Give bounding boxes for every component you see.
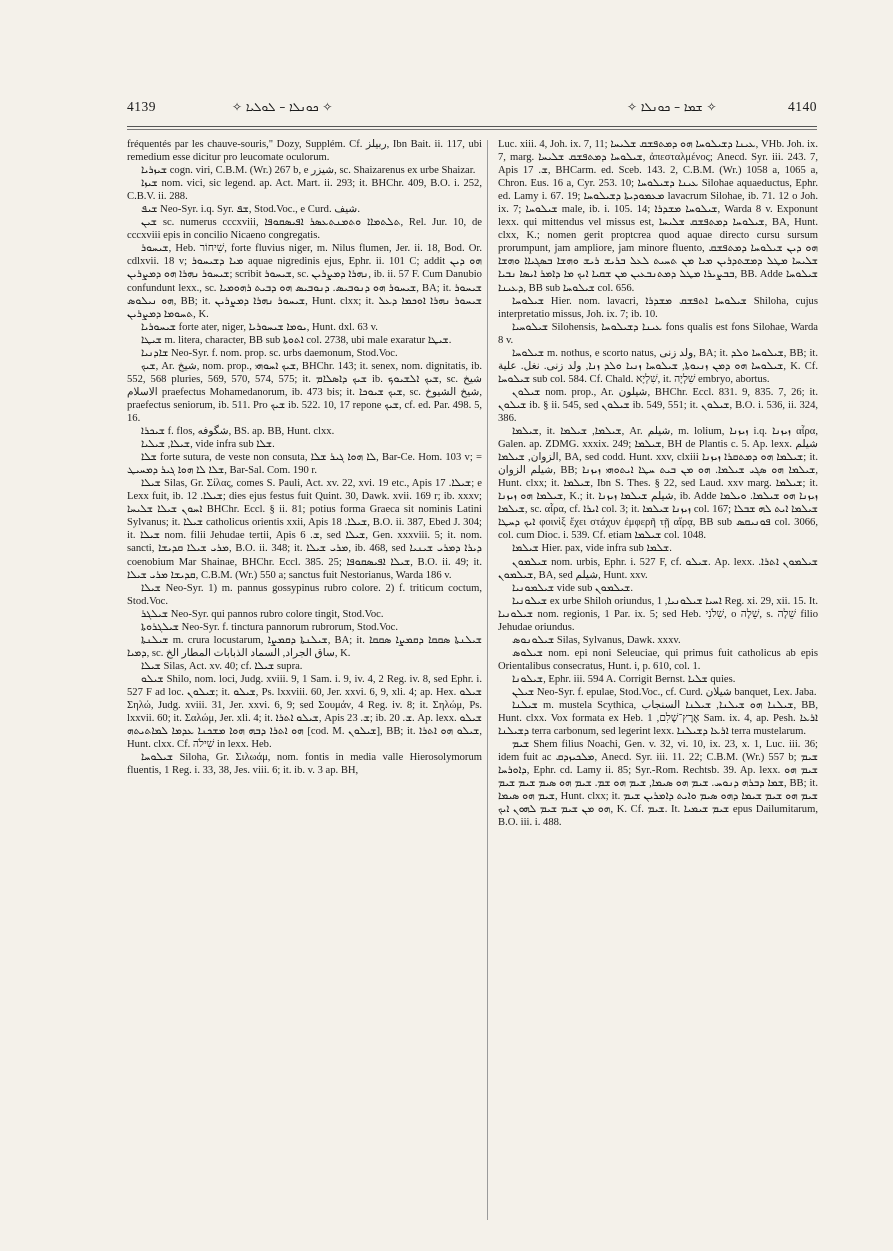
dictionary-entry: ܫܝܙܪܝܐ cogn. viri, C.B.M. (Wr.) 267 b, e شيزر, sc. Shaizarenus ex urbe Shaizar.	[141, 165, 476, 177]
dictionary-entry: ܫܝܟܪܐ f. flos, شگوفه, BS. ap. BB, Hunt. clxx.	[141, 426, 335, 438]
dictionary-entry: ܫܝܚܘܪܝܐ forte ater, niger, ܝܘܡܐ ܫܝܚܘܪܝܐ, Hunt. dxl. 63 v.	[141, 321, 378, 333]
right-page-number: 4140	[788, 99, 817, 114]
left-running-title: ✧ ܟܘܢܠܐ – ܠܘܠܝܐ ✧	[232, 100, 333, 114]
dictionary-entry: ܫܝܠܐ Silas, Act. xv. 40; cf. ܫܝܠܐ supra.	[141, 660, 303, 672]
dictionary-entry: ܫܠܐ forte sutura, de veste non consuta, ܠܐ ܗܘܐ ܓܝܪ ܫܠܐ, Bar-Ce. Hom. 103 v; = ܫܠܐ ܠܐ ܗܘܐ ܓܝܪ ܕܡܚܝܛ, Bar-Sal. Com. 190 r.	[127, 452, 482, 477]
dictionary-entry: ܫܝܠܡܐ, it. ܫܝܠܡܐ, ܫܝܠܡܐ, Ar. شيلم, m. lolium, ܙܝܙܢܐ i.q. ܙܝܙܢܐ αἶρα, Galen. ap. ZDMG. xxxix. 249; ܫܝܠܡܐ, BH de Plantis c. 5. Ap. lexx. شيلم الزوان, ܫܝܠܡܐ, BA, sed codd. Hunt. xxv, clxiii ܫܝܠܡܐ ܗܘ ܕܡܬܩܪܐ ܙܝܙܢܐ; it. شيلم الزوان, BB; ܫܝܠܡܐ ܗܘ ܣܓܝ ܫܝܠܡܐ. ܗܘ ܡܢ ܒܝܬ ܚܛܐ ܐܝܬܘܗܝ ܙܝܙܢܐ, Hunt. clxx; it. ܫܝܠܡܐ, Ibn S. Thes. § 22, sed Laud. xxv marg. ܫܝܠܡܐ; it. ܫܝܠܡܐ ܗܘ ܙܝܙܢܐ, K.; it. شيلم ܫܝܠܡܐ ܙܝܙܢܐ, ib. Adde ܙܝܙܢܐ ܗܘ ܫܝܠܡܐ. ܘܝܠܡܐ ܫܝܠܡܐ, sc. αἶρα, cf. ܐܝܪܐ col. 3; it. ܙܝܙܢܐ ܫܝܠܡܐ col. 167; ܫܝܠܡܐ ܐܝܬ ܠܗ ܫܒܠܐ ܐܝܟ ܕܚܛܐ φοινὶξ ἔχει στάχυν ἐμφερῆ τῇ αἴρᾳ, BB sub ܦܘܢܝܩܣ col. 3066, col. cum Dioc. i. 539. Cf. etiam ܫܝܠܡܐ col. 1048.	[498, 426, 818, 542]
dictionary-entry: ܫܝܠܐ, ܫܝܠܝܐ, vide infra sub ܫܠܐ.	[141, 439, 275, 451]
right-running-title: ✧ ܫܡܐ – ܟܘܢܠܐ ✧	[627, 100, 717, 114]
header-rule	[127, 126, 817, 127]
dictionary-entry: ܫܝܛܐ m. litera, character, BB sub ܐܬܘܬܐ col. 2738, ubi male exaratur ܫܝܛܐ.	[141, 334, 452, 346]
dictionary-entry: ܫܝܙܐ nom. vici, sic legend. ap. Act. Mart. ii. 293; it. BHChr. 409, B.O. i. 252, C.B.V. ii. 288.	[127, 178, 482, 203]
dictionary-entry: ܫܝܠܘܢ nom. prop., Ar. شيلون, BHChr. Eccl. 831. 9, 835. 7, 26; it. ܫܝܠܘܢ ib. § ii. 545, sed ܫܝܠܘܢ ib. 549, 551; it. ܫܝܠܘܢ, B.O. i. 536, ii. 324, 386.	[498, 386, 818, 424]
dictionary-entry: ܫܝܠܢܬܐ m. crura locustarum, ܫܝܠܢܬܐ ܕܩܡܨܐ, BA; it. ܫܝܠܢܬܐ ܣܩܩܐ ܕܩܡܨܐ ܣܩܩܐ ܕܡܝܐ, sc. ساق الجراد, السماد الذبابات المطار الخ, K.	[127, 634, 482, 659]
dictionary-entry: ܫܝܠܘܚܐ m. nothus, e scorto natus, ولد زنى, BA; it. ܫܝܠܘܚܐ ܘܠܕ, BB; it. ܫܝܠܘܚܐ ܗܘ ܕܡܢ ܙܢܝܘܬܐ, ܫܝܠܘܚܐ ܙܢܝܐ ܘܠܕ ܙܢܐ, ولد زنى. نغل. علية, K. Cf. ܫܝܠܘܚܐ sub col. 584. Cf. Chald. שִׁלְיָא, it. שִׁלְיָה embryo, abortus.	[498, 347, 818, 385]
column-divider	[487, 140, 488, 1220]
right-header	[497, 96, 817, 118]
dictionary-entry: ܫܝܠܢ Neo-Syr. f. epulae, Stod.Voc., cf. Curd. شيلان banquet, Lex. Jaba.	[512, 686, 817, 698]
dictionary-entry: ܫܝܠܘܢܐ, Ephr. iii. 594 A. Corrigit Bernst. ܫܠܝܐ quies.	[512, 673, 736, 685]
dictionary-entry: ܫܝܦ Neo-Syr. i.q. Syr. ܫܦ, Stod.Voc., e Curd. شيف.	[141, 204, 360, 216]
header-rule-secondary	[127, 129, 817, 130]
dictionary-entry: Luc. xiii. 4, Joh. ix. 7, 11; ܥܝܢܐ ܕܫܝܠܘܚܐ ܗܘ ܕܡܬܦܫܩ ܫܠܝܚܐ, VHb. Joh. ix. 7, marg. ܫܝܠܘܚܐ ܕܡܬܦܫܩ ܫܠܝܚܐ, ἀπεσταλμένος; Anecd. Syr. iii. 243. 7, Apis ܫ. 17, BHCarm. ed. Sceb. 143. 2, C.B.M. (Wr.) 1058 a, 1065 a, Chron. Eus. 16 a, Cyr. 253. 10; ܥܝܢܐ ܕܫܝܠܘܚܐ Silohae aquaeductus, Ephr. ed. Lamy i. 67. 19; ܡܥܡܘܕܝܬܐ ܕܫܝܠܘܚܐ lavacrum Silohae, ib. 71. 12 o Joh. ix. 7; ܫܝܠܘܚܐ male, ib. i. 105. 14; ܫܝܠܘܚܐ ܡܫܕܪܐ, Warda 8 v. Exponunt lexx. qui mittendus vel missus est, ܫܝܠܘܚܐ ܕܡܬܦܫܩ ܫܠܝܚܐ, BA, Hunt. clxx, K.; nomen gerit proptcrea quod aquae directo cursu sursum prorumpunt, jam ampliore, jam minore fluento, ܗܘ ܕܝܢ ܫܝܠܘܚܐ ܕܡܬܦܫܩ ܫܠܝܚܐ ܡܛܠ ܕܡܫܬܕܪܝܢ ܡܝܐ ܡܢ ܬܚܝܬ ܠܥܠ ܒܪܝܫ ܪܝܫ ܘܗܫܐ ܒܣܓܝܐܐ ܘܗܫܐ ܒܒܨܝܪܐ ܡܛܠ ܕܡܬܢܒܥܝܢ ܡܢ ܫܩܝܐ ܐܝܟ ܡܐ ܕܐܡܪ ܐܝܣܐ ܢܒܝܐ, BB. Adde ܫܝܠܘܚܐ ܕܥܝܢܐ, BB sub ܫܝܠܘܚܐ col. 656.	[498, 139, 818, 294]
dictionary-entry: ܫܝܟ, Ar. شيخ, nom. prop., ܫܝܟ ܐܚܘܗܝ, BHChr. 143; it. senex, nom. dignitatis, ib. 552, 568 pluries, 569, 570, 574, 575; it. ܫܝܟ ܕܐܣܠܐܡ ib. ܫܝܟ ܐܠܫܝܘܟ, sc. شيخ الاسلام praefectus Mohamedanorum, ib. 473 bis; it. ܫܝܟ ܫܝܘܟܐ, sc. شيخ الشيوخ, praefectus seniorum, ib. 511. Pro ܫܝܟ ib. 522. 10, 17 repone ܫܝܟ, cf. ed. Par. 498. 5, 16.	[127, 360, 482, 424]
dictionary-entry: ܫܝܢ sc. numerus cccxviii, ܬܠܬܡܐܐ ܘܬܡܢܬܥܣܪ ܐܦܝܣܩܘܦܐ, Rel. Jur. 10, de cccxviii epis in concilio Nicaeno congregatis.	[127, 217, 482, 242]
dictionary-entry: ܫܝܠܐ Silas, Gr. Σίλας, comes S. Pauli, Act. xv. 22, xvi. 19 etc., Apis ܫܝܠܐ. 17; e Lexx fuit, ib. ܫܝܠܐ. 12; dies ejus festus fuit Quint. 30, Dawk. xvii. 169 r; ib. xxxv; ܐܚܘܢ ܫܝܠܐ ܫܠܝܚܐ BHChr. Eccl. § ii. 81; potius forma Graeca sit nominis Latini Sylvanus; it. ܫܝܠܐ catholicus orientis xxii, Apis ܫܝܠܐ. 18, B.O. ii. 387, Ebed J. 304; it. ܫܝܠܐ nom. filii Jehudae tertii, Apis ܫ. 6, sed ܫܝܠܐ, Gen. xxxviii. 5; it. nom. sancti, ܡܪܝ ܫܝܠܐ ܩܕܝܫܐ, B.O. ii. 348; it. ܡܪܝ ܫܝܠܐ, ib. 468, sed ܕܝܪܐ ܕܡܪܝ ܫܝܢܝܐ coenobium Mar Shainae, BHChr. Eccl. 385. 25; ܫܝܠܐ ܐܦܝܣܩܘܦܐ, B.O. ii. 49; it. ܩܕܝܫܐ ܡܪܝ ܫܝܠܐ, C.B.M. (Wr.) 550 a; sanctus fuit Nestorianus, Warda 186 v.	[127, 478, 482, 581]
dictionary-entry: ܫܝܠܘܚܐ Hier. nom. lavacri, ܫܝܠܘܚܐ ܐܬܦܫܩ ܡܫܕܪܐ Shiloha, cujus interpretatio missus, Joh. ix. 7; ib. 10.	[498, 295, 818, 320]
dictionary-entry: ܫܝܠܢܐ m. mustela Scythica, ܫܝܠܢܐ ܗܘ ܫܝܠܢܐ, ܫܝܠܢܐ السنجاب, BB, Hunt. clxx. Vox formata ex Heb. אֶרֶץ־שָׁלִם, 1 Sam. ix. 4, ap. Pesh. ܐܪܥܐ ܕܫܝܠܢܐ terra carbonum, sed legerint lexx. ܐܪܥܐ ܕܫܝܠܢܐ terra mustelarum.	[498, 700, 818, 738]
dictionary-entry: ܫܝܠܘܣ nom. epi noni Seleuciae, qui primus fuit catholicus ab epis Orientalibus consecratus, Hunt. i, p. 610, col. 1.	[498, 647, 818, 672]
dictionary-entry: ܫܝܠܓܪ Neo-Syr. qui pannos rubro colore tingit, Stod.Voc.	[141, 608, 384, 620]
left-page-number: 4139	[127, 99, 156, 114]
dictionary-entry: ܫܝܠܡܐ Hier. pax, vide infra sub ܫܠܡܐ.	[512, 543, 672, 555]
right-column	[498, 138, 818, 1223]
dictionary-entry: ܫܝܚܘܪ, Heb. שִׁיחוֹר, forte fluvius niger, m. Nilus flumen, Jer. ii. 18, Bod. Or. cdlxvii. 18 v; ܡܝܐ ܕܫܝܚܘܪ aquae nigredinis ejus, Ephr. ii. 101 C; addit ܗܘ ܕܝܢ ܫܝܚܘܪ ܢܗܪܐ ܗܘ ܕܡܨܪܝܢ; scribit ܫܝܚܘܪ, sc. ܢܗܪܐ ܕܡܨܪܝܢ, ib. ii. 57 F. Cum Danubio confundunt lexx., sc. ܫܝܚܘܪ ܗܘ ܕܢܘܒܝܣ. ܕܢܘܒܝܣ ܗܘ ܕܒܝܬ ܪܗܘܡܝܐ, BA; it. ܫܝܚܘܪ ܗܘ ܢܝܠܘܣ, BB; it. ܫܝܚܘܪ ܢܗܪܐ ܕܡܨܪܝܢ, Hunt. clxx; it. ܫܝܚܘܪ ܢܗܪܐ ܐܘܟܡܐ ܕܥܠ ܬܚܘܡܐ ܕܡܨܪܝܢ, K.	[127, 243, 482, 320]
dictionary-entry: ܫܝܠܓܪܘܬܐ Neo-Syr. f. tinctura pannorum rubrorum, Stod.Voc.	[141, 621, 399, 633]
dictionary-entry: ܫܝܠܐ Neo-Syr. 1) m. pannus gossypinus rubro colore. 2) f. triticum coctum, Stod.Voc.	[127, 582, 482, 607]
dictionary-entry: fréquentés par les chauve-souris," Dozy, Supplém. Cf. ربيلز, Ibn Bait. ii. 117, ubi remedium esse dicitur pro leucomate oculorum.	[127, 139, 482, 164]
left-column	[127, 138, 482, 1223]
dictionary-entry: ܫܝܠܘܢܝܐ ex urbe Shiloh oriundus, ܐܚܝܐ ܫܝܠܘܢܝܐ, 1 Reg. xi. 29, xii. 15. It. ܫܝܠܘܢܝܐ nom. regionis, 1 Par. ix. 5; sed Heb. שִׁלֹנִי, o שֵׁלָה, s. שֵׁלָה filio Jehudae oriundus.	[498, 595, 818, 633]
dictionary-entry: ܫܝܠܡܘܢܝܐ vide sub ܫܝܠܡܘܢ.	[512, 582, 634, 594]
dictionary-entry: ܫܝܠܘܢܘܣ Silas, Sylvanus, Dawk. xxxv.	[512, 634, 681, 646]
dictionary-entry: ܫܝܡ Shem filius Noachi, Gen. v. 32, vi. 10, ix. 23, x. 1, Luc. iii. 36; idem fuit ac ܡܠܟܝܙܕܩ, Anecd. Syr. iii. 11. 22; C.B.M. (Wr.) 557 b; ܫܝܡ ܕܐܘܪܚܐ, Ephr. cd. Lamy ii. 85; Syr.-Rom. Rechtsb. 39. Ap. lexx. ܫܝܡ ܗܘ ܫܡܐ ܕܒܪܗ ܕܢܘܚ. ܫܝܡ ܗܘ ܣܝܡܐ, ܫܝܡ ܗܘ ܫܡ. ܫܝܡ ܗܘ ܣܝܡ ܫܝܡ ܫܝܡ, BB; it. ܫܝܡ ܗܘ ܣܝܡܐ, Hunt. clxx; it. ܫܝܡ ܗܘ ܫܝܡ ܫܝܡܐ ܕܗܘ ܣܝܡ ܘܐܝܬ ܕܐܡܪܝܢ ܫܝܡ ܗܘ ܡܢ ܫܝܡ ܫܝܡ ܠܗܘܢ ܐܝܟ, K. Cf. ܫܝܡ. It. ܫܝܡ ܫܝܡܝܐ epus Dailumitarum, B.O. iii. i. 488.	[498, 739, 818, 829]
dictionary-entry: ܫܐܕܢܝܐ Neo-Syr. f. nom. prop. sc. urbs daemonum, Stod.Voc.	[141, 347, 398, 359]
left-header	[127, 96, 497, 118]
dictionary-entry: ܫܝܠܘܚܐ Siloha, Gr. Σιλωάμ, nom. fontis in media valle Hierosolymorum fluentis, 1 Reg. i. 33, 38, Jes. viii. 6; it. ib. v. 3 ap. BH,	[127, 752, 482, 777]
dictionary-entry: ܫܝܠܘܚܝܐ Silohensis, ܥܝܢܐ ܕܫܝܠܘܚܐ fons qualis est fons Silohae, Warda 8 v.	[498, 321, 818, 346]
dictionary-entry: ܫܝܠܡܘܢ nom. urbis, Ephr. i. 527 F, cf. ܫܝܠܘ. Ap. lexx. ܫܝܠܡܘܢ ܐܬܪܐ. ܫܝܠܡܘܢ, BA, sed شيلم, Hunt. xxv.	[498, 556, 818, 581]
dictionary-entry: ܫܝܠܘ Shilo, nom. loci, Judg. xviii. 9, 1 Sam. i. 9, iv. 4, 2 Reg. iv. 8, sed Ephr. i. 527 F ad loc. ܫܝܠܘܢ; it. ܫܝܠܘ, Ps. lxxviii. 60, Jer. xxvi. 6, 9, xli. 4; ap. Hex. ܫܝܠܘ Σηλώ, Judg. xviii. 31, Jer. xxvi. 6, 9; sed Σουμάν, 4 Reg. iv. 8; it. Σηλώμ, Ps. lxxvii. 60; it. Σαλώμ, Jer. xli. 4; it. ܫܝܠܘ ܐܬܪܐ, Apis ܫ. 23; ib. ܫ. 20. Ap. lexx. ܫܝܠܘ ܗܘ ܐܬܪܐ ܕܒܗ ܗܘܐ ܡܫܟܢܐ ܥܕܡܐ ܠܡܐܬܝܬܗ [cod. M. ܫܝܠܘܢ], BB; it. ܫܝܠܘ ܗܘ ܐܬܪܐ, Hunt. clxx. Cf. שִׁילֹה in lexx. Heb.	[127, 673, 482, 751]
